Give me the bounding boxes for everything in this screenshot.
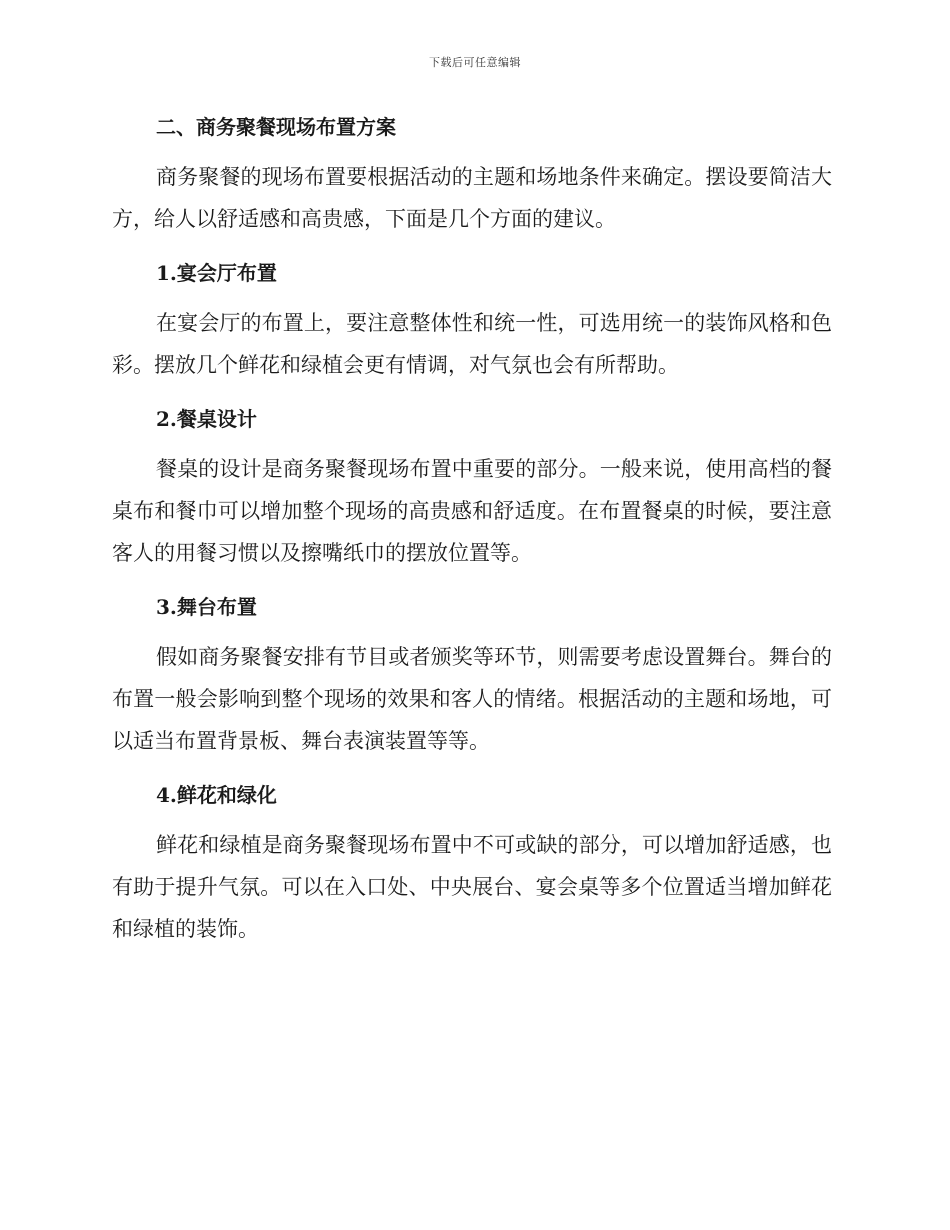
item-body-table-design: 餐桌的设计是商务聚餐现场布置中重要的部分。一般来说，使用高档的餐桌布和餐巾可以增加整个现场的高贵感和舒适度。在布置餐桌的时候，要注意客人的用餐习惯以及擦嘴纸巾的摆放位置等。	[112, 457, 832, 565]
header-note: 下载后可任意编辑	[429, 56, 521, 69]
item-body-stage: 假如商务聚餐安排有节目或者颁奖等环节，则需要考虑设置舞台。舞台的布置一般会影响到整个现场的效果和客人的情绪。根据活动的主题和场地，可以适当布置背景板、舞台表演装置等等。	[112, 645, 832, 753]
intro-paragraph: 商务聚餐的现场布置要根据活动的主题和场地条件来确定。摆设要简洁大方，给人以舒适感和高贵感，下面是几个方面的建议。	[112, 165, 832, 231]
item-body-banquet-hall: 在宴会厅的布置上，要注意整体性和统一性，可选用统一的装饰风格和色彩。摆放几个鲜花和绿植会更有情调，对气氛也会有所帮助。	[112, 311, 832, 377]
document-body	[112, 110, 832, 950]
item-title-banquet-hall: 1.宴会厅布置	[156, 261, 277, 285]
item-title-table-design: 2.餐桌设计	[156, 407, 257, 431]
section-title: 二、商务聚餐现场布置方案	[156, 115, 396, 139]
item-body-flowers: 鲜花和绿植是商务聚餐现场布置中不可或缺的部分，可以增加舒适感，也有助于提升气氛。可以在入口处、中央展台、宴会桌等多个位置适当增加鲜花和绿植的装饰。	[112, 833, 832, 941]
item-title-flowers: 4.鲜花和绿化	[156, 783, 277, 807]
item-title-stage: 3.舞台布置	[156, 595, 257, 619]
